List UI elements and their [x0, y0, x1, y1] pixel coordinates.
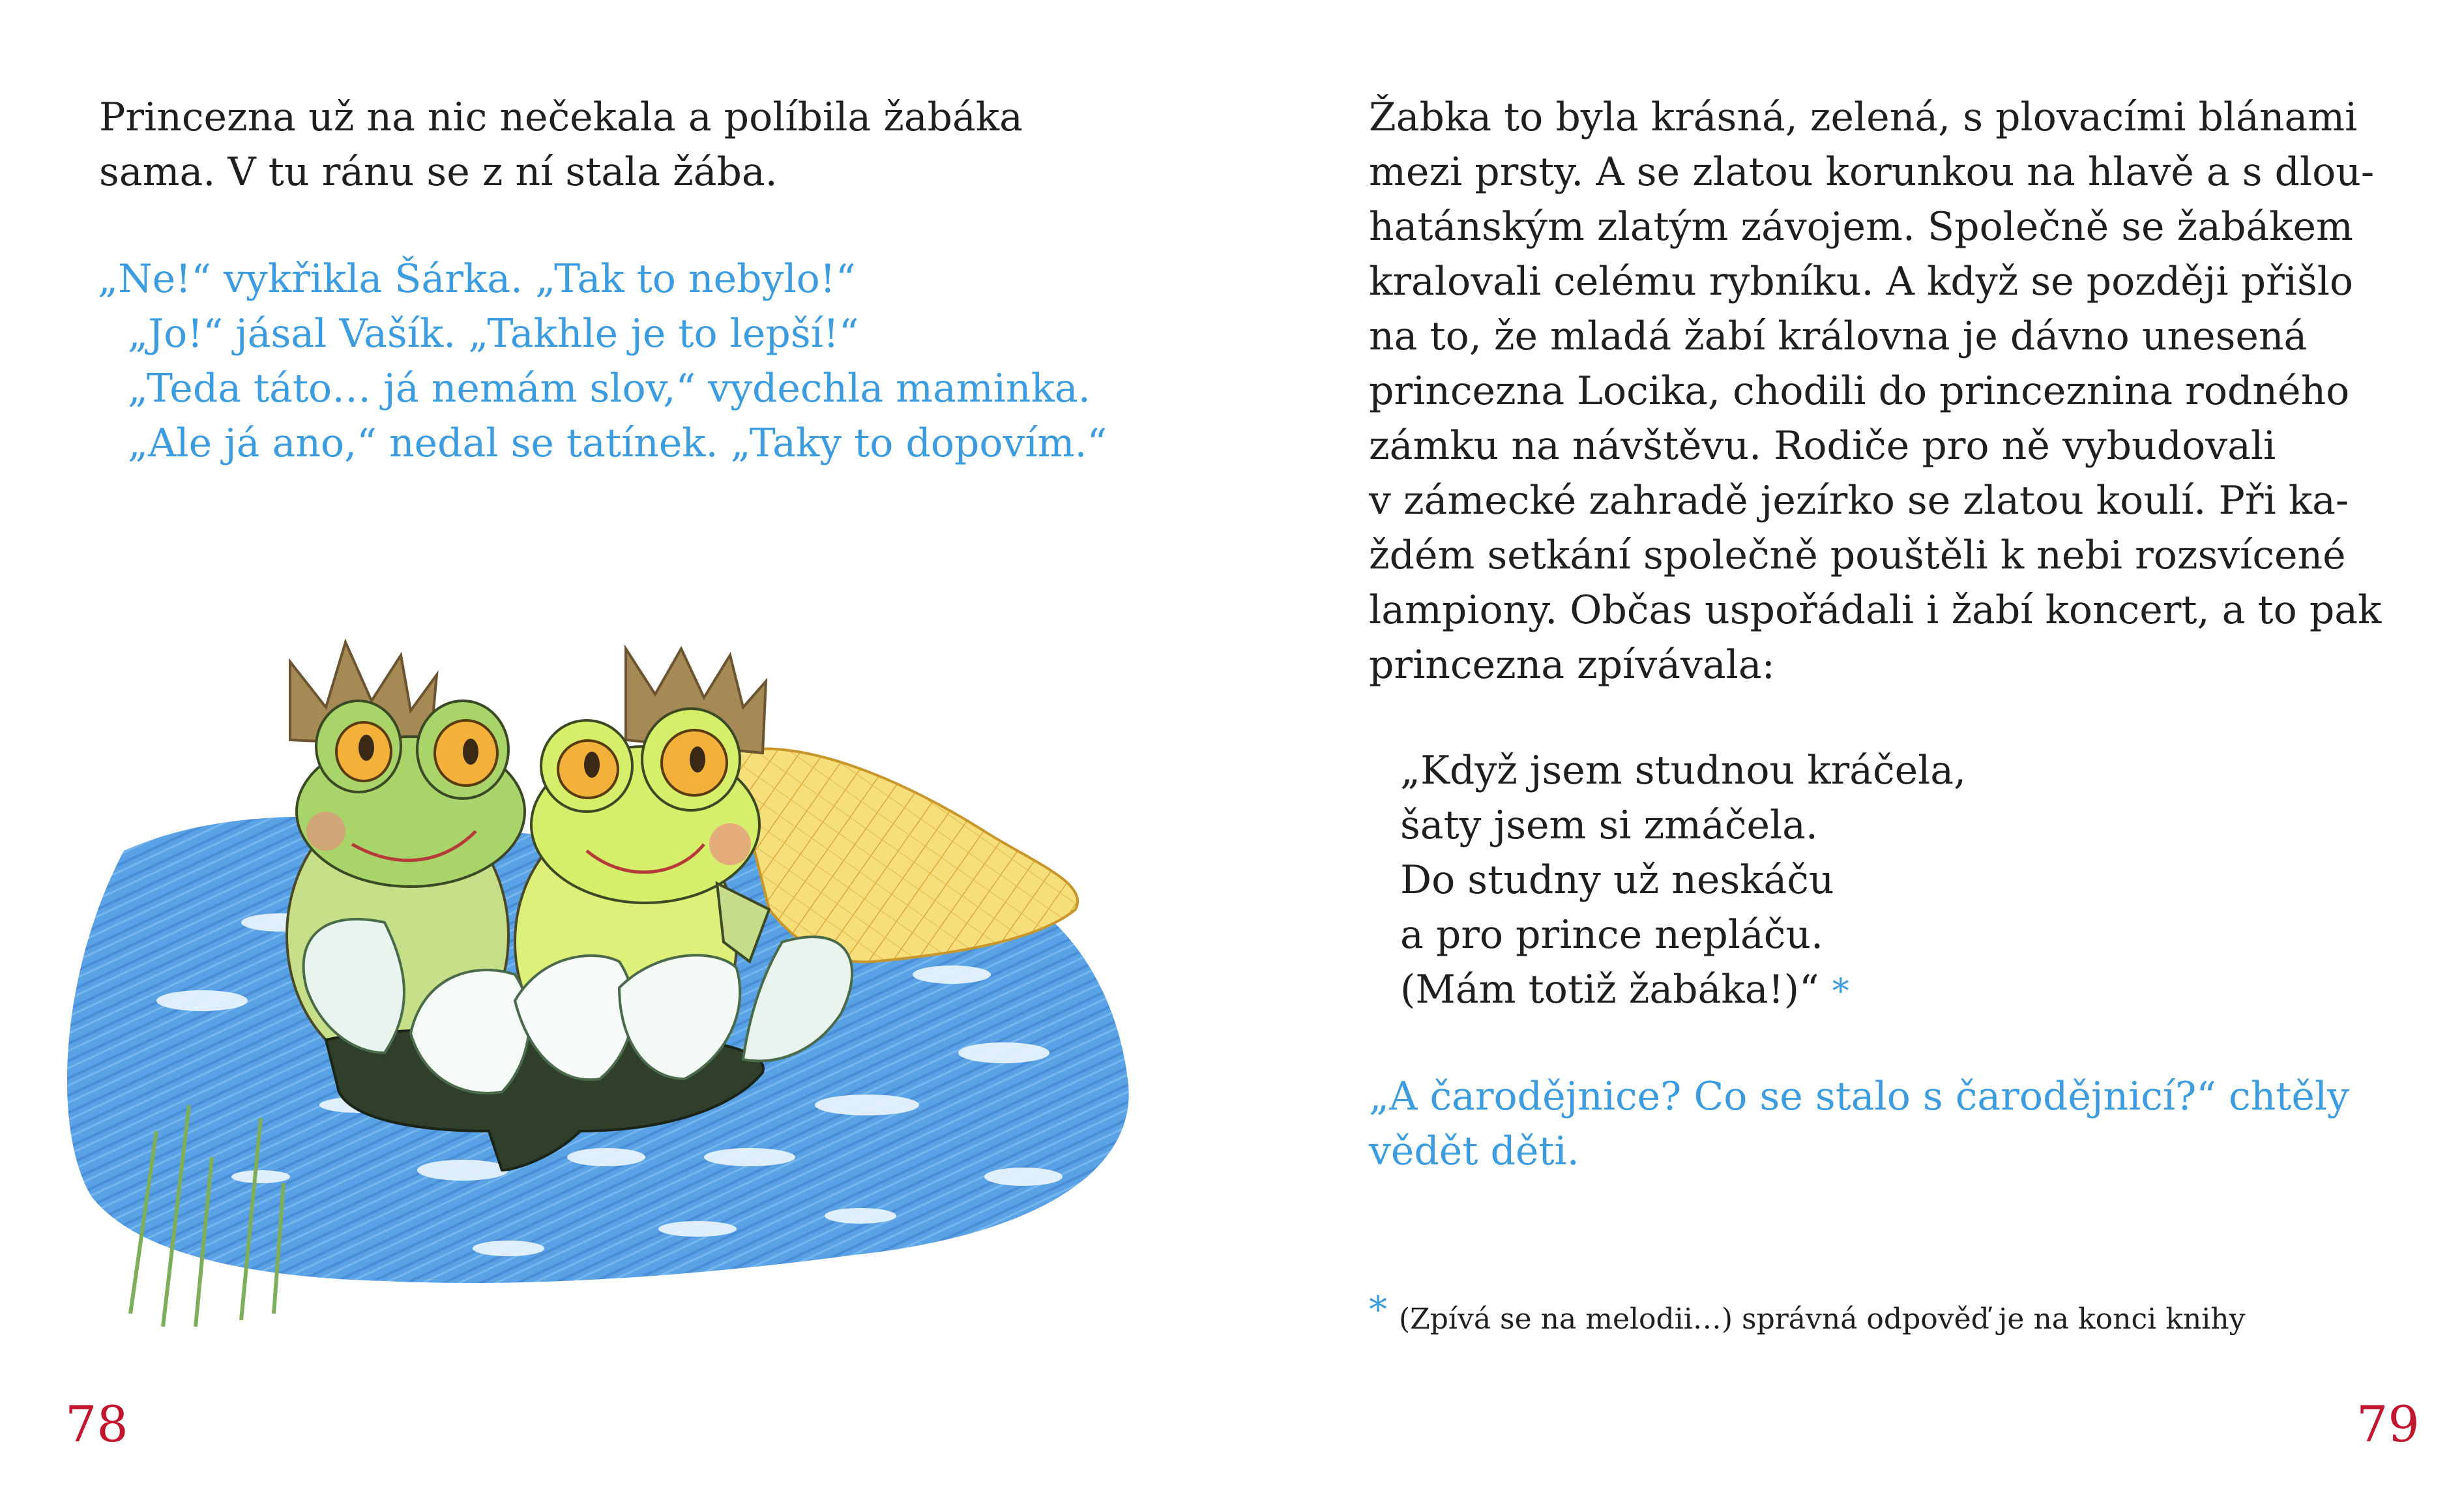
- page-number: 79: [2356, 1395, 2420, 1453]
- poem-line-last: [1400, 962, 1966, 1019]
- dialogue-line: „A čarodějnice? Co se stalo s čarodějnicí?“ chtěly: [1369, 1074, 2349, 1119]
- left-paragraph: [99, 90, 1023, 199]
- text-line: kralovali celému rybníku. A když se později přišlo: [1369, 259, 2354, 304]
- text-line: princezna Locika, chodili do princeznina rodného: [1369, 368, 2350, 414]
- dialogue-line: „Ale já ano,“ nedal se tatínek. „Taky to dopovím.“: [128, 420, 1107, 466]
- poem-line: šaty jsem si zmáčela.: [1400, 803, 1818, 848]
- footnote-marker: *: [1832, 972, 1849, 1011]
- poem-line: Do studny už neskáču: [1400, 857, 1834, 903]
- text-line: ždém setkání společně pouštěli k nebi rozsvícené: [1369, 533, 2346, 578]
- text-line: princezna zpívávala:: [1369, 642, 1775, 688]
- text-line: v zámecké zahradě jezírko se zlatou koulí. Při ka-: [1369, 478, 2349, 523]
- dialogue-block: [98, 252, 1107, 471]
- dialogue-line: „Teda táto… já nemám slov,“ vydechla maminka.: [128, 366, 1091, 411]
- dialogue-line: vědět děti.: [1369, 1128, 1579, 1174]
- text-line: mezi prsty. A se zlatou korunkou na hlavě a s dlou-: [1369, 149, 2375, 195]
- poem: [1400, 743, 1966, 1019]
- poem-line: (Mám totiž žabáka!)“: [1400, 967, 1819, 1012]
- question-dialogue: [1369, 1069, 2349, 1179]
- footnote-text: (Zpívá se na melodii…) správná odpověď je na konci knihy: [1399, 1303, 2246, 1336]
- right-page: [1232, 0, 2464, 1502]
- poem-line: a pro prince nepláču.: [1400, 912, 1824, 958]
- text-line: lampiony. Občas uspořádali i žabí koncert, a to pak: [1369, 587, 2382, 633]
- footnote: [1369, 1289, 2246, 1339]
- page-number: 78: [65, 1395, 128, 1453]
- text-line: hatánským zlatým závojem. Společně se žabákem: [1369, 204, 2353, 250]
- frog-couple-on-water-lily-illustration: [46, 636, 1167, 1346]
- text-line: sama. V tu ránu se z ní stala žába.: [99, 149, 778, 195]
- text-line: zámku na návštěvu. Rodiče pro ně vybudovali: [1369, 423, 2276, 469]
- dialogue-line: „Ne!“ vykřikla Šárka. „Tak to nebylo!“: [98, 256, 856, 302]
- text-line: Princezna už na nic nečekala a políbila žabáka: [99, 95, 1023, 140]
- footnote-marker: *: [1369, 1289, 1387, 1331]
- text-line: na to, že mladá žabí královna je dávno unesená: [1369, 314, 2308, 359]
- poem-line: „Když jsem studnou kráčela,: [1400, 748, 1967, 793]
- dialogue-line: „Jo!“ jásal Vašík. „Takhle je to lepší!“: [128, 311, 859, 357]
- right-paragraph: [1369, 90, 2381, 692]
- text-line: Žabka to byla krásná, zelená, s plovacími blánami: [1369, 95, 2358, 140]
